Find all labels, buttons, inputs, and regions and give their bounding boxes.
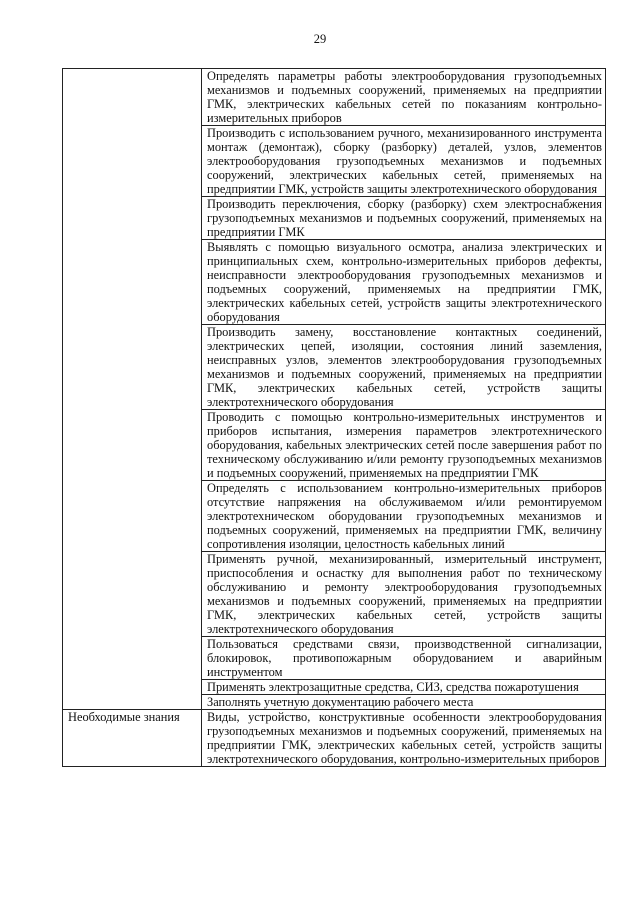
knowledge-label: Необходимые знания (63, 710, 202, 767)
skill-item: Производить переключения, сборку (разборку) схем электроснабжения грузоподъемных механизмов и подъемных сооружений, применяемых на предприятии ГМК (202, 197, 606, 240)
skill-item: Производить с использованием ручного, механизированного инструмента монтаж (демонтаж), сборку (разборку) деталей, узлов, элементов электрооборудования грузоподъемных механизмов и подъемных сооружений, электрических кабельных сетей, применяемых на предприятии ГМК, устройств защиты электротехнического оборудования (202, 126, 606, 197)
skill-item: Определять с использованием контрольно-измерительных приборов отсутствие напряжения на обслуживаемом и/или ремонтируемом электротехническом оборудовании грузоподъемных механизмов и подъемных сооружений, применяемых на предприятии ГМК, величину сопротивления изоляции, целостность кабельных линий (202, 481, 606, 552)
skills-label-cell (63, 69, 202, 710)
skill-item: Заполнять учетную документацию рабочего места (202, 695, 606, 710)
knowledge-item: Виды, устройство, конструктивные особенности электрооборудования грузоподъемных механизмов и подъемных сооружений, применяемых на предприятии ГМК, электрических кабельных сетей, устройств защиты электротехнического оборудования, контрольно-измерительных приборов (202, 710, 606, 767)
table-row (63, 69, 606, 126)
table-row (63, 710, 606, 767)
skill-item: Выявлять с помощью визуального осмотра, анализа электрических и принципиальных схем, контрольно-измерительных приборов дефекты, неисправности электрооборудования грузоподъемных механизмов и подъемных сооружений, применяемых на предприятии ГМК, электрических кабельных сетей, устройств защиты электротехнического оборудования (202, 240, 606, 325)
page-number: 29 (313, 32, 327, 46)
skill-item: Применять ручной, механизированный, измерительный инструмент, приспособления и оснастку для выполнения работ по техническому обслуживанию и ремонту электрооборудования грузоподъемных механизмов и подъемных сооружений, применяемых на предприятии ГМК, электрических кабельных сетей, устройств защиты электротехнического оборудования (202, 552, 606, 637)
skill-item: Применять электрозащитные средства, СИЗ, средства пожаротушения (202, 680, 606, 695)
competency-table (62, 68, 606, 767)
skill-item: Проводить с помощью контрольно-измерительных инструментов и приборов испытания, измерения параметров электротехнического оборудования, кабельных электрических сетей после завершения работ по техническому обслуживанию и/или ремонту грузоподъемных механизмов и подъемных сооружений, применяемых на предприятии ГМК (202, 410, 606, 481)
skill-item: Пользоваться средствами связи, производственной сигнализации, блокировок, противопожарным оборудованием и аварийным инструментом (202, 637, 606, 680)
skill-item: Определять параметры работы электрооборудования грузоподъемных механизмов и подъемных сооружений, применяемых на предприятии ГМК, электрических кабельных сетей по показаниям контрольно-измерительных приборов (202, 69, 606, 126)
skill-item: Производить замену, восстановление контактных соединений, электрических цепей, изоляции, состояния линий заземления, неисправных узлов, элементов электрооборудования грузоподъемных механизмов и подъемных сооружений, применяемых на предприятии ГМК, электрических кабельных сетей, устройств защиты электротехнического оборудования (202, 325, 606, 410)
